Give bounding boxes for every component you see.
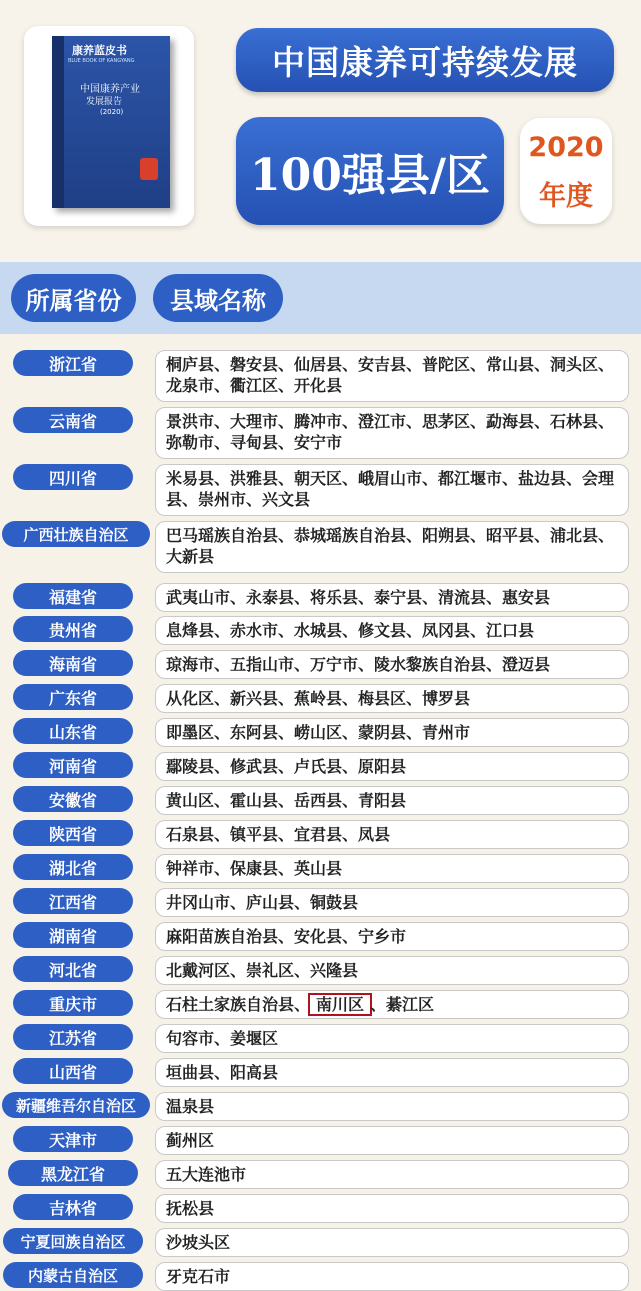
province-label: 河北省 bbox=[13, 956, 133, 982]
county-list: 温泉县 bbox=[155, 1092, 629, 1121]
column-header-county: 县域名称 bbox=[153, 274, 283, 322]
county-list: 巴马瑶族自治县、恭城瑶族自治县、阳朔县、昭平县、浦北县、大新县 bbox=[155, 521, 629, 573]
province-label: 宁夏回族自治区 bbox=[3, 1228, 143, 1254]
province-label: 湖南省 bbox=[13, 922, 133, 948]
province-label: 广西壮族自治区 bbox=[2, 521, 150, 547]
province-label: 江西省 bbox=[13, 888, 133, 914]
county-list: 抚松县 bbox=[155, 1194, 629, 1223]
book-cover bbox=[52, 36, 170, 208]
county-list: 钟祥市、保康县、英山县 bbox=[155, 854, 629, 883]
province-label: 山东省 bbox=[13, 718, 133, 744]
rank-title: 100强县/区 bbox=[236, 117, 504, 225]
county-list: 武夷山市、永泰县、将乐县、泰宁县、清流县、惠安县 bbox=[155, 583, 629, 612]
province-label: 广东省 bbox=[13, 684, 133, 710]
county-list: 黄山区、霍山县、岳西县、青阳县 bbox=[155, 786, 629, 815]
county-list: 米易县、洪雅县、朝天区、峨眉山市、都江堰市、盐边县、会理县、崇州市、兴文县 bbox=[155, 464, 629, 516]
book-year: (2020) bbox=[100, 108, 124, 116]
column-header-band bbox=[0, 262, 641, 334]
province-label: 贵州省 bbox=[13, 616, 133, 642]
province-label: 黑龙江省 bbox=[8, 1160, 138, 1186]
province-label: 浙江省 bbox=[13, 350, 133, 376]
county-list: 北戴河区、崇礼区、兴隆县 bbox=[155, 956, 629, 985]
book-name-line1: 中国康养产业 bbox=[80, 84, 140, 95]
county-list: 桐庐县、磐安县、仙居县、安吉县、普陀区、常山县、洞头区、龙泉市、衢江区、开化县 bbox=[155, 350, 629, 402]
province-label: 湖北省 bbox=[13, 854, 133, 880]
county-list: 蓟州区 bbox=[155, 1126, 629, 1155]
province-label: 云南省 bbox=[13, 407, 133, 433]
county-list: 句容市、姜堰区 bbox=[155, 1024, 629, 1053]
province-label: 四川省 bbox=[13, 464, 133, 490]
province-label: 海南省 bbox=[13, 650, 133, 676]
county-list: 息烽县、赤水市、水城县、修文县、凤冈县、江口县 bbox=[155, 616, 629, 645]
county-list: 鄢陵县、修武县、卢氏县、原阳县 bbox=[155, 752, 629, 781]
province-label: 陕西省 bbox=[13, 820, 133, 846]
province-label: 内蒙古自治区 bbox=[3, 1262, 143, 1288]
province-label: 山西省 bbox=[13, 1058, 133, 1084]
province-label: 福建省 bbox=[13, 583, 133, 609]
county-list bbox=[155, 990, 629, 1019]
book-spine bbox=[52, 36, 64, 208]
book-name-line2: 发展报告 bbox=[86, 97, 123, 107]
year-number: 2020 bbox=[528, 132, 604, 163]
province-label: 重庆市 bbox=[13, 990, 133, 1016]
year-badge bbox=[520, 118, 612, 224]
province-label: 江苏省 bbox=[13, 1024, 133, 1050]
province-label: 吉林省 bbox=[13, 1194, 133, 1220]
province-label: 天津市 bbox=[13, 1126, 133, 1152]
book-badge-icon bbox=[140, 158, 158, 180]
column-header-province: 所属省份 bbox=[11, 274, 136, 322]
page-title: 中国康养可持续发展 bbox=[236, 28, 614, 92]
province-label: 河南省 bbox=[13, 752, 133, 778]
book-title: 康养蓝皮书 bbox=[72, 44, 127, 57]
book-subtitle: BLUE BOOK OF KANGYANG bbox=[68, 58, 135, 64]
county-list: 五大连池市 bbox=[155, 1160, 629, 1189]
county-list: 垣曲县、阳高县 bbox=[155, 1058, 629, 1087]
year-label: 年度 bbox=[539, 181, 593, 212]
book-cover-card bbox=[24, 26, 194, 226]
county-list: 麻阳苗族自治县、安化县、宁乡市 bbox=[155, 922, 629, 951]
province-label: 新疆维吾尔自治区 bbox=[2, 1092, 150, 1118]
county-list: 沙坡头区 bbox=[155, 1228, 629, 1257]
province-label: 安徽省 bbox=[13, 786, 133, 812]
county-list: 景洪市、大理市、腾冲市、澄江市、思茅区、勐海县、石林县、弥勒市、寻甸县、安宁市 bbox=[155, 407, 629, 459]
highlighted-county: 南川区 bbox=[308, 993, 372, 1016]
county-list: 从化区、新兴县、蕉岭县、梅县区、博罗县 bbox=[155, 684, 629, 713]
county-list: 石泉县、镇平县、宜君县、凤县 bbox=[155, 820, 629, 849]
county-list: 琼海市、五指山市、万宁市、陵水黎族自治县、澄迈县 bbox=[155, 650, 629, 679]
header bbox=[0, 0, 641, 262]
county-text: 石柱土家族自治县、 bbox=[166, 995, 311, 1014]
county-list: 牙克石市 bbox=[155, 1262, 629, 1291]
county-list: 即墨区、东阿县、崂山区、蒙阴县、青州市 bbox=[155, 718, 629, 747]
county-text: 、綦江区 bbox=[370, 995, 435, 1014]
county-list: 井冈山市、庐山县、铜鼓县 bbox=[155, 888, 629, 917]
